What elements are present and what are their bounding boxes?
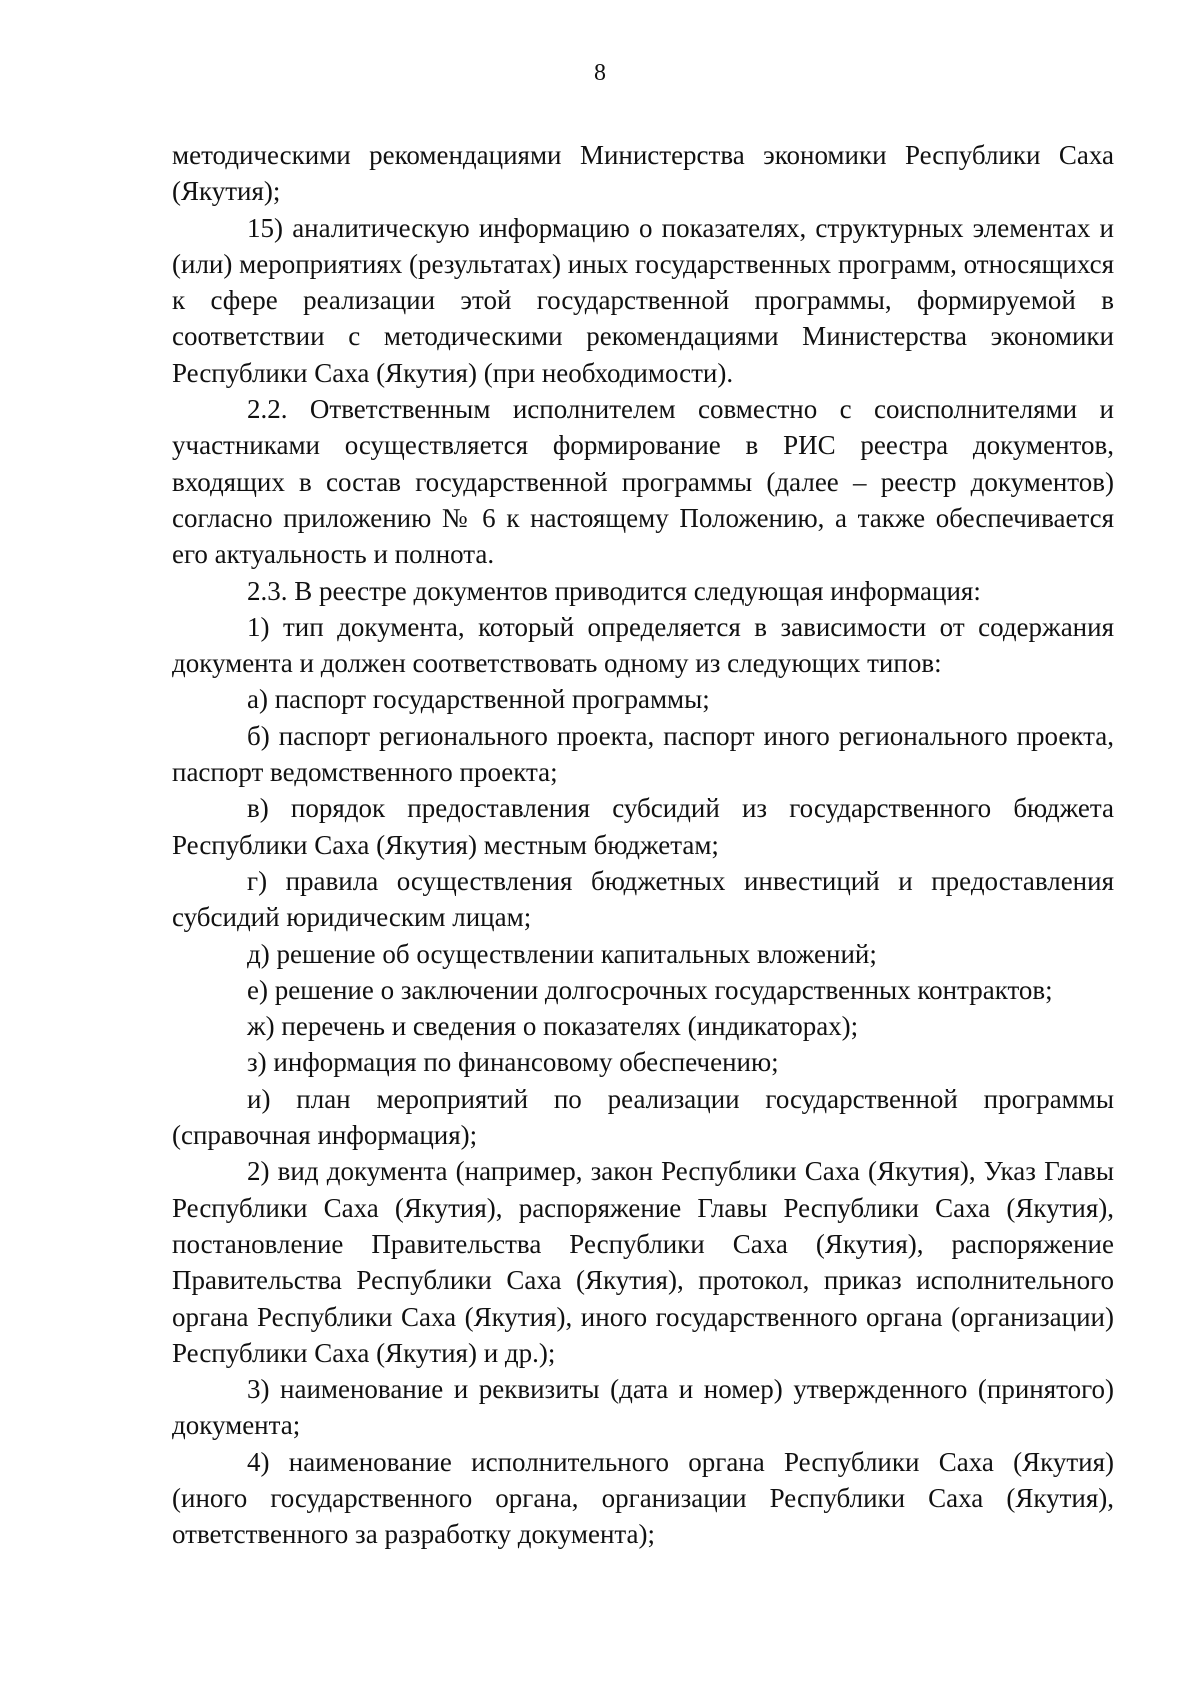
document-body <box>172 137 1114 1553</box>
paragraph-item-3: 3) наименование и реквизиты (дата и номер) утвержденного (принятого) документа; <box>172 1374 1114 1441</box>
paragraph-section-2-2: 2.2. Ответственным исполнителем совместно с соисполнителями и участниками осуществляется формирование в РИС реестра документов, входящих в состав государственной программы (далее – реестр документов) согласно приложению № 6 к настоящему Положению, а также обеспечивается его актуальность и полнота. <box>172 394 1114 570</box>
paragraph-subitem-i: и) план мероприятий по реализации государственной программы (справочная информация); <box>172 1083 1114 1151</box>
paragraph-item-15: 15) аналитическую информацию о показателях, структурных элементах и (или) мероприятиях (результатах) иных государственных программ, относящихся к сфере реализации этой государственной программы, формируемой в соответствии с методическими рекомендациями Министерства экономики Республики Саха (Якутия) (при необходимости). <box>172 212 1114 388</box>
paragraph-item-4: 4) наименование исполнительного органа Республики Саха (Якутия) (иного государственного органа, организации Республики Саха (Якутия), ответственного за разработку документа); <box>172 1446 1114 1550</box>
paragraph-subitem-d: д) решение об осуществлении капитальных вложений; <box>247 938 877 969</box>
paragraph-subitem-e: е) решение о заключении долгосрочных государственных контрактов; <box>247 974 1053 1005</box>
paragraph-subitem-v: в) порядок предоставления субсидий из государственного бюджета Республики Саха (Якутия) местным бюджетам; <box>172 793 1114 860</box>
paragraph-continuation: методическими рекомендациями Министерства экономики Республики Саха (Якутия); <box>172 140 1114 207</box>
paragraph-section-2-3: 2.3. В реестре документов приводится следующая информация: <box>247 575 981 606</box>
paragraph-subitem-b: б) паспорт регионального проекта, паспорт иного регионального проекта, паспорт ведомственного проекта; <box>172 720 1114 788</box>
paragraph-subitem-z: з) информация по финансовому обеспечению; <box>247 1047 779 1078</box>
paragraph-item-1: 1) тип документа, который определяется в зависимости от содержания документа и должен соответствовать одному из следующих типов: <box>172 611 1114 679</box>
paragraph-subitem-a: а) паспорт государственной программы; <box>247 684 710 715</box>
paragraph-item-2: 2) вид документа (например, закон Республики Саха (Якутия), Указ Главы Республики Саха (Якутия), распоряжение Главы Республики Саха (Якутия), постановление Правительства Республики Саха (Якутия), распоряжение Правительства Республики Саха (Якутия), протокол, приказ исполнительного органа Республики Саха (Якутия), иного государственного органа (организации) Республики Саха (Якутия) и др.); <box>172 1156 1114 1368</box>
paragraph-subitem-g: г) правила осуществления бюджетных инвестиций и предоставления субсидий юридическим лицам; <box>172 865 1114 933</box>
paragraph-subitem-zh: ж) перечень и сведения о показателях (индикаторах); <box>247 1011 859 1042</box>
page-number: 8 <box>594 60 606 86</box>
